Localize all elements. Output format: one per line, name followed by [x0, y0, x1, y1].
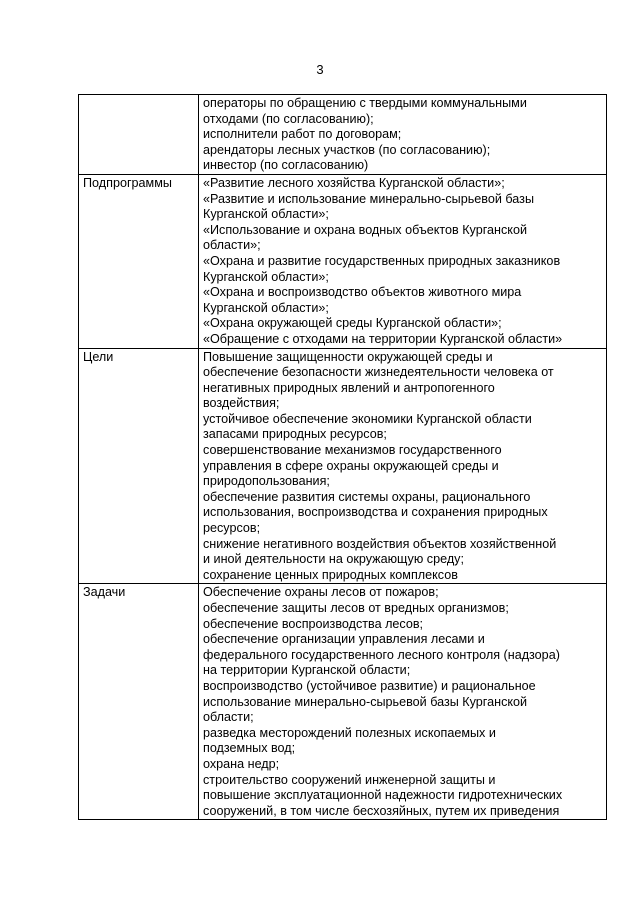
content-line: Курганской области»;	[203, 207, 329, 222]
content-line: охрана недр;	[203, 756, 280, 771]
content-line: запасами природных ресурсов;	[203, 427, 387, 442]
program-passport-table	[78, 94, 607, 820]
row-label-cell	[79, 174, 199, 348]
content-line: области»;	[203, 238, 261, 253]
row-label-cell	[79, 95, 199, 175]
content-line: «Охрана и развитие государственных природных заказников	[203, 253, 561, 268]
content-line: обеспечение развития системы охраны, рационального	[203, 489, 531, 504]
content-line: и иной деятельности на окружающую среду;	[203, 552, 464, 567]
content-line: инвестор (по согласованию)	[203, 158, 369, 173]
content-line: «Охрана и воспроизводство объектов животного мира	[203, 285, 522, 300]
content-line: воспроизводство (устойчивое развитие) и рациональное	[203, 678, 536, 693]
row-content-cell	[199, 348, 607, 584]
content-line: исполнители работ по договорам;	[203, 127, 402, 142]
content-line: обеспечение воспроизводства лесов;	[203, 616, 424, 631]
content-line: «Развитие и использование минерально-сырьевой базы	[203, 191, 534, 206]
row-content-cell	[199, 95, 607, 175]
row-label-cell	[79, 584, 199, 820]
row-label: Задачи	[83, 585, 126, 600]
content-line: области;	[203, 710, 254, 725]
content-line: «Развитие лесного хозяйства Курганской области»;	[203, 175, 505, 190]
content-line: Повышение защищенности окружающей среды и	[203, 349, 493, 364]
table-row	[79, 174, 607, 348]
content-line: «Использование и охрана водных объектов Курганской	[203, 222, 527, 237]
content-line: обеспечение безопасности жизнедеятельности человека от	[203, 365, 554, 380]
content-line: сооружений, в том числе бесхозяйных, путем их приведения	[203, 803, 560, 818]
content-line: ресурсов;	[203, 521, 261, 536]
table-row	[79, 348, 607, 584]
content-line: негативных природных явлений и антропогенного	[203, 380, 495, 395]
table-body	[79, 95, 607, 820]
page-number: 3	[316, 62, 324, 77]
table-row	[79, 584, 607, 820]
content-line: федерального государственного лесного контроля (надзора)	[203, 647, 560, 662]
content-line: строительство сооружений инженерной защиты и	[203, 772, 496, 787]
content-line: разведка месторождений полезных ископаемых и	[203, 725, 496, 740]
content-line: снижение негативного воздействия объектов хозяйственной	[203, 536, 557, 551]
content-line: Обеспечение охраны лесов от пожаров;	[203, 585, 439, 600]
content-line: подземных вод;	[203, 741, 296, 756]
content-line: воздействия;	[203, 396, 280, 411]
content-line: управления в сфере охраны окружающей среды и	[203, 458, 499, 473]
row-content-cell	[199, 584, 607, 820]
row-label: Подпрограммы	[83, 175, 172, 190]
content-line: природопользования;	[203, 474, 330, 489]
content-line: использования, воспроизводства и сохранения природных	[203, 505, 548, 520]
content-line: Курганской области»;	[203, 300, 329, 315]
content-line: обеспечение защиты лесов от вредных организмов;	[203, 601, 509, 615]
content-line: операторы по обращению с твердыми коммунальными	[203, 96, 527, 110]
row-label: Цели	[83, 349, 114, 364]
content-line: использование минерально-сырьевой базы Курганской	[203, 694, 528, 709]
content-line: обеспечение организации управления лесами и	[203, 632, 485, 647]
content-line: «Обращение с отходами на территории Курганской области»	[203, 331, 563, 346]
content-line: арендаторы лесных участков (по согласованию);	[203, 142, 491, 157]
content-line: Курганской области»;	[203, 269, 329, 284]
content-line: повышение эксплуатационной надежности гидротехнических	[203, 788, 563, 803]
content-line: «Охрана окружающей среды Курганской области»;	[203, 316, 502, 331]
content-line: совершенствование механизмов государственного	[203, 443, 502, 458]
content-line: на территории Курганской области;	[203, 663, 411, 678]
content-line: отходами (по согласованию);	[203, 111, 374, 126]
content-line: устойчивое обеспечение экономики Курганской области	[203, 411, 532, 426]
content-line: сохранение ценных природных комплексов	[203, 567, 458, 582]
table-row	[79, 95, 607, 175]
row-label-cell	[79, 348, 199, 584]
row-content-cell	[199, 174, 607, 348]
